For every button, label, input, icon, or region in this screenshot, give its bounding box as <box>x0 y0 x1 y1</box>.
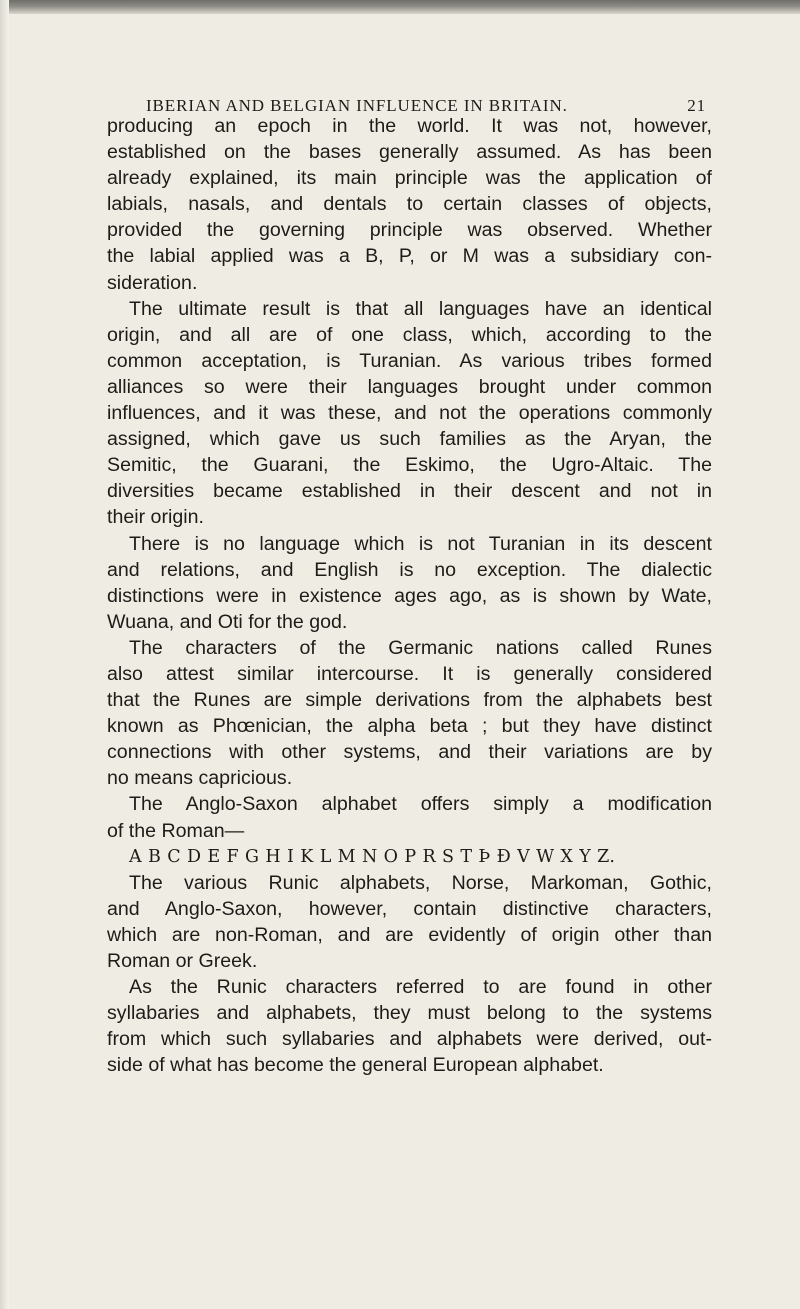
text-line: The various Runic alphabets, Norse, Markoman, Gothic, <box>129 871 712 894</box>
paragraph-3 <box>107 531 712 635</box>
text-line: already explained, its main principle was the application of <box>107 167 712 190</box>
paragraph-5 <box>107 791 712 869</box>
page-top-shadow <box>0 0 800 14</box>
text-line: producing an epoch in the world. It was not, however, <box>107 115 712 137</box>
text-line: syllabaries and alphabets, they must belong to the systems <box>107 1002 712 1025</box>
paragraph-6 <box>107 870 712 974</box>
text-line: known as Phœnician, the alpha beta ; but they have distinct <box>107 715 712 738</box>
text-line: There is no language which is not Turanian in its descent <box>129 532 712 555</box>
paragraph-4 <box>107 635 712 792</box>
body-text <box>107 113 712 1078</box>
page-gutter <box>0 0 9 1309</box>
text-line: and relations, and English is no exception. The dialectic <box>107 558 712 581</box>
text-line: distinctions were in existence ages ago, as is shown by Wate, <box>107 584 712 607</box>
text-line: their origin. <box>107 506 204 529</box>
text-line: also attest similar intercourse. It is generally considered <box>107 662 712 685</box>
anglo-saxon-alphabet: A B C D E F G H I K L M N O P R S T Þ Ð V W X Y Z. <box>129 846 616 867</box>
text-line: connections with other systems, and their variations are by <box>107 741 712 764</box>
text-line: origin, and all are of one class, which, according to the <box>107 323 712 346</box>
text-line: which are non-Roman, and are evidently of origin other than <box>107 923 712 946</box>
text-line: sideration. <box>107 271 198 294</box>
text-line: alliances so were their languages brought under common <box>107 375 712 398</box>
text-line: and Anglo-Saxon, however, contain distinctive characters, <box>107 897 712 920</box>
text-line: Roman or Greek. <box>107 950 258 972</box>
text-line: no means capricious. <box>107 767 293 790</box>
text-line: assigned, which gave us such families as the Aryan, the <box>107 428 712 451</box>
text-line: side of what has become the general European alphabet. <box>107 1054 604 1077</box>
text-line: Semitic, the Guarani, the Eskimo, the Ugro-Altaic. The <box>107 454 712 477</box>
text-line: established on the bases generally assumed. As has been <box>107 141 712 164</box>
paragraph-2 <box>107 296 712 531</box>
text-line: common acceptation, is Turanian. As various tribes formed <box>107 349 712 372</box>
text-line: the labial applied was a B, P, or M was a subsidiary con- <box>107 245 712 268</box>
text-line: of the Roman— <box>107 819 245 842</box>
text-line: provided the governing principle was observed. Whether <box>107 219 712 242</box>
text-line: that the Runes are simple derivations from the alphabets best <box>107 689 712 712</box>
text-line: diversities became established in their descent and not in <box>107 480 712 503</box>
running-head-title: IBERIAN AND BELGIAN INFLUENCE IN BRITAIN. <box>146 96 568 115</box>
text-line: influences, and it was these, and not the operations commonly <box>107 402 712 425</box>
text-line: Wuana, and Oti for the god. <box>107 610 348 633</box>
text-line: The Anglo-Saxon alphabet offers simply a modification <box>129 793 712 816</box>
page-number: 21 <box>687 96 706 115</box>
text-line: labials, nasals, and dentals to certain classes of objects, <box>107 193 712 216</box>
text-line: As the Runic characters referred to are found in other <box>129 976 712 999</box>
text-line: from which such syllabaries and alphabets were derived, out- <box>107 1028 712 1051</box>
text-line: The characters of the Germanic nations called Runes <box>129 636 712 659</box>
paragraph-7 <box>107 974 712 1078</box>
text-line: The ultimate result is that all languages have an identical <box>129 297 712 320</box>
paragraph-1 <box>107 113 712 296</box>
